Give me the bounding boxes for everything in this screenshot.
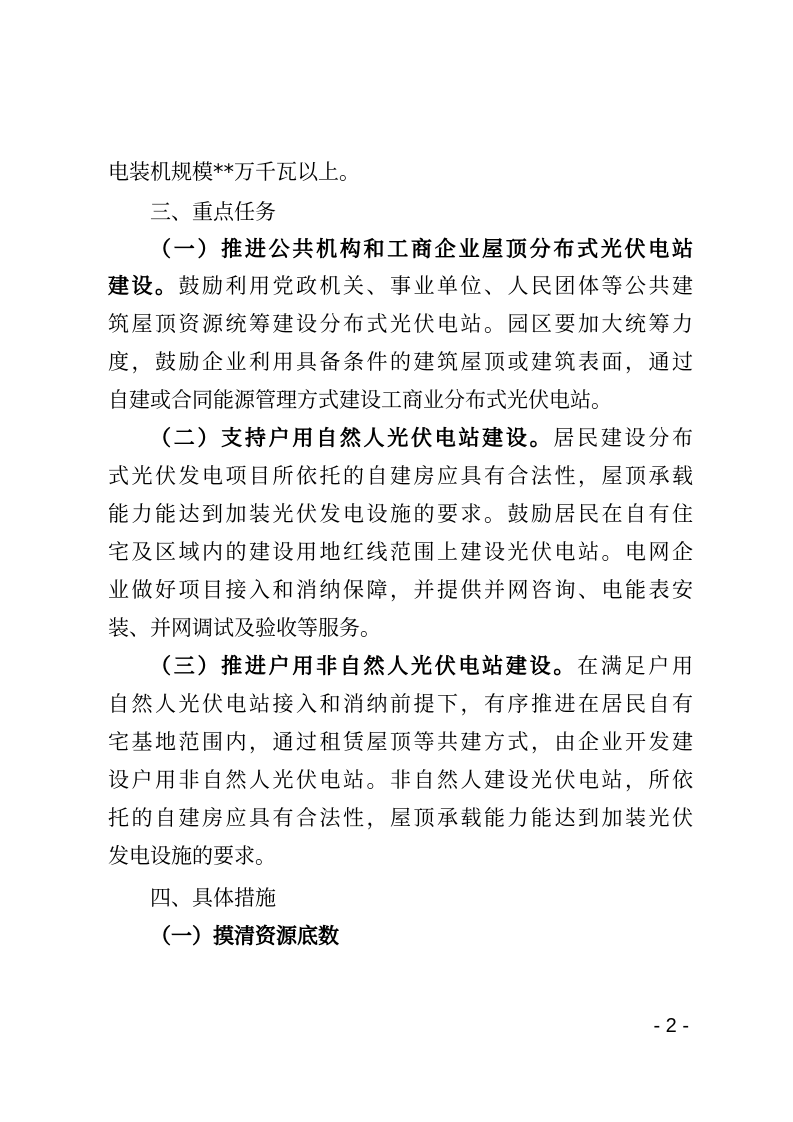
paragraph-line: 自建或合同能源管理方式建设工商业分布式光伏电站。 bbox=[108, 388, 612, 412]
subsection-heading-3: （三）推进户用非自然人光伏电站建设。 bbox=[150, 654, 578, 678]
paragraph-line: 度，鼓励企业利用具备条件的建筑屋顶或建筑表面，通过 bbox=[108, 350, 693, 374]
paragraph-line bbox=[108, 272, 693, 300]
paragraph-line: 式光伏发电项目所依托的自建房应具有合法性，屋顶承载 bbox=[108, 464, 693, 488]
subsection-heading-2: （二）支持户用自然人光伏电站建设。 bbox=[150, 426, 554, 450]
paragraph-line: 装、并网调试及验收等服务。 bbox=[108, 616, 381, 640]
paragraph-line: 托的自建房应具有合法性，屋顶承载能力能达到加装光伏 bbox=[108, 806, 693, 830]
paragraph-line bbox=[150, 424, 693, 452]
paragraph-line: 自然人光伏电站接入和消纳前提下，有序推进在居民自有 bbox=[108, 692, 693, 716]
subsection-heading-4: （一）摸清资源底数 bbox=[150, 924, 339, 948]
paragraph-line: 发电设施的要求。 bbox=[108, 844, 276, 868]
paragraph-text: 鼓励利用党政机关、事业单位、人民团体等公共建 bbox=[178, 274, 693, 298]
paragraph-line: 能力能达到加装光伏发电设施的要求。鼓励居民在自有住 bbox=[108, 502, 693, 526]
paragraph-line: 电装机规模**万千瓦以上。 bbox=[108, 160, 360, 184]
paragraph-line: 宅基地范围内，通过租赁屋顶等共建方式，由企业开发建 bbox=[108, 730, 693, 754]
subsection-heading-1: （一）推进公共机构和工商企业屋顶分布式光伏电站 bbox=[150, 237, 693, 261]
paragraph-line: 宅及区域内的建设用地红线范围上建设光伏电站。电网企 bbox=[108, 540, 693, 564]
paragraph-text: 在满足户用 bbox=[577, 654, 693, 678]
paragraph-line: 设户用非自然人光伏电站。非自然人建设光伏电站，所依 bbox=[108, 768, 693, 792]
paragraph-line: 业做好项目接入和消纳保障，并提供并网咨询、电能表安 bbox=[108, 578, 693, 602]
paragraph-text: 居民建设分布 bbox=[553, 426, 693, 450]
page-number: - 2 - bbox=[653, 1015, 689, 1037]
subsection-heading-1-end: 建设。 bbox=[108, 274, 179, 298]
paragraph-line: 筑屋顶资源统筹建设分布式光伏电站。园区要加大统筹力 bbox=[108, 312, 693, 336]
paragraph-line bbox=[150, 652, 693, 680]
section-heading-measures: 四、具体措施 bbox=[150, 886, 276, 910]
section-heading-key-tasks: 三、重点任务 bbox=[150, 200, 276, 224]
